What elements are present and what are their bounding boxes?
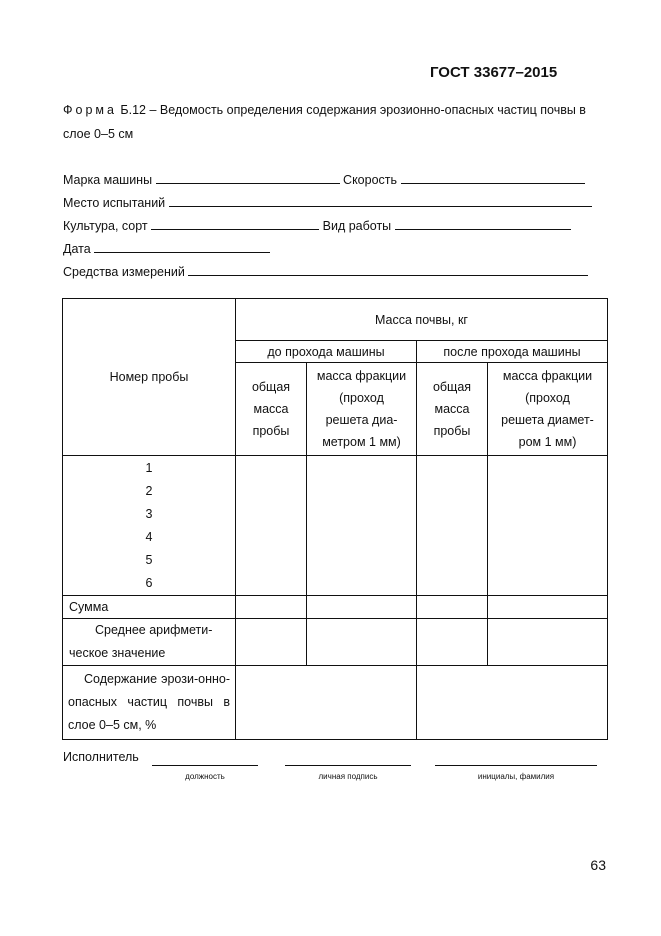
field-date-label: Дата <box>63 242 91 256</box>
field-work-type-label: Вид работы <box>322 219 392 233</box>
sample-number: 6 <box>145 575 153 590</box>
field-instruments-label: Средства измерений <box>63 265 185 279</box>
form-title-text: Б.12 – Ведомость определения содержания эрозионно-опасных частиц почвы в слое 0–5 см <box>63 103 586 141</box>
executor-label: Исполнитель <box>63 750 139 764</box>
header-after-fraction-mass: масса фракции (проход решета диамет- ром 1 мм) <box>488 363 608 456</box>
table-row-sum <box>63 596 608 619</box>
measurement-table <box>62 298 608 740</box>
field-culture-label: Культура, сорт <box>63 219 148 233</box>
field-work-type-blank[interactable] <box>395 216 571 230</box>
cell-sum-before-total[interactable] <box>236 596 307 619</box>
table-row-samples <box>63 456 608 596</box>
form-title-prefix: Форма <box>63 103 117 117</box>
sample-number: 2 <box>145 483 153 498</box>
table-row-content <box>63 666 608 740</box>
position-line[interactable] <box>152 764 258 766</box>
sample-number: 4 <box>145 529 153 544</box>
field-culture-row <box>63 216 571 233</box>
cell-mean-before-total[interactable] <box>236 619 307 666</box>
table-row-mean <box>63 619 608 666</box>
cell-after-fraction[interactable] <box>488 456 608 596</box>
sample-numbers-cell <box>63 456 236 596</box>
form-title <box>63 98 607 146</box>
header-before-total-mass: общая масса пробы <box>236 363 307 456</box>
cell-content-after[interactable] <box>417 666 608 740</box>
cell-sum-before-fraction[interactable] <box>307 596 417 619</box>
row-mean-label: Среднее арифмети- ческое значение <box>63 619 236 666</box>
sample-number: 3 <box>145 506 153 521</box>
cell-mean-after-total[interactable] <box>417 619 488 666</box>
field-machine-brand-label: Марка машины <box>63 173 153 187</box>
cell-sum-after-fraction[interactable] <box>488 596 608 619</box>
field-date-blank[interactable] <box>94 239 270 253</box>
header-after-total-mass: общая масса пробы <box>417 363 488 456</box>
standard-number: ГОСТ 33677–2015 <box>430 64 558 81</box>
field-culture-blank[interactable] <box>151 216 319 230</box>
signature-caption: личная подпись <box>318 772 378 781</box>
header-soil-mass: Масса почвы, кг <box>236 299 608 341</box>
cell-content-before[interactable] <box>236 666 417 740</box>
row-content-label: Содержание эрози-онно-опасных частиц почвы в слое 0–5 см, % <box>63 666 236 740</box>
page-number: 63 <box>590 857 606 873</box>
header-after-pass: после прохода машины <box>417 341 608 363</box>
field-date-row <box>63 239 270 256</box>
field-machine-brand-blank[interactable] <box>156 170 340 184</box>
position-caption: должность <box>185 772 225 781</box>
signature-line[interactable] <box>285 764 411 766</box>
cell-before-total[interactable] <box>236 456 307 596</box>
field-test-place-label: Место испытаний <box>63 196 166 210</box>
row-sum-label: Сумма <box>63 596 236 619</box>
header-before-fraction-mass: масса фракции (проход решета диа- метром 1 мм) <box>307 363 417 456</box>
initials-caption: инициалы, фамилия <box>477 772 555 781</box>
header-sample-number: Номер пробы <box>63 299 236 456</box>
field-instruments-blank[interactable] <box>188 262 588 276</box>
field-test-place-row <box>63 193 592 210</box>
cell-after-total[interactable] <box>417 456 488 596</box>
field-speed-blank[interactable] <box>401 170 585 184</box>
header-before-pass: до прохода машины <box>236 341 417 363</box>
field-instruments-row <box>63 262 588 279</box>
field-speed-label: Скорость <box>343 173 398 187</box>
initials-line[interactable] <box>435 764 597 766</box>
cell-mean-before-fraction[interactable] <box>307 619 417 666</box>
cell-before-fraction[interactable] <box>307 456 417 596</box>
sample-number: 5 <box>145 552 153 567</box>
cell-mean-after-fraction[interactable] <box>488 619 608 666</box>
field-machine-brand-row <box>63 170 585 187</box>
cell-sum-after-total[interactable] <box>417 596 488 619</box>
sample-number: 1 <box>145 460 153 475</box>
field-test-place-blank[interactable] <box>169 193 592 207</box>
